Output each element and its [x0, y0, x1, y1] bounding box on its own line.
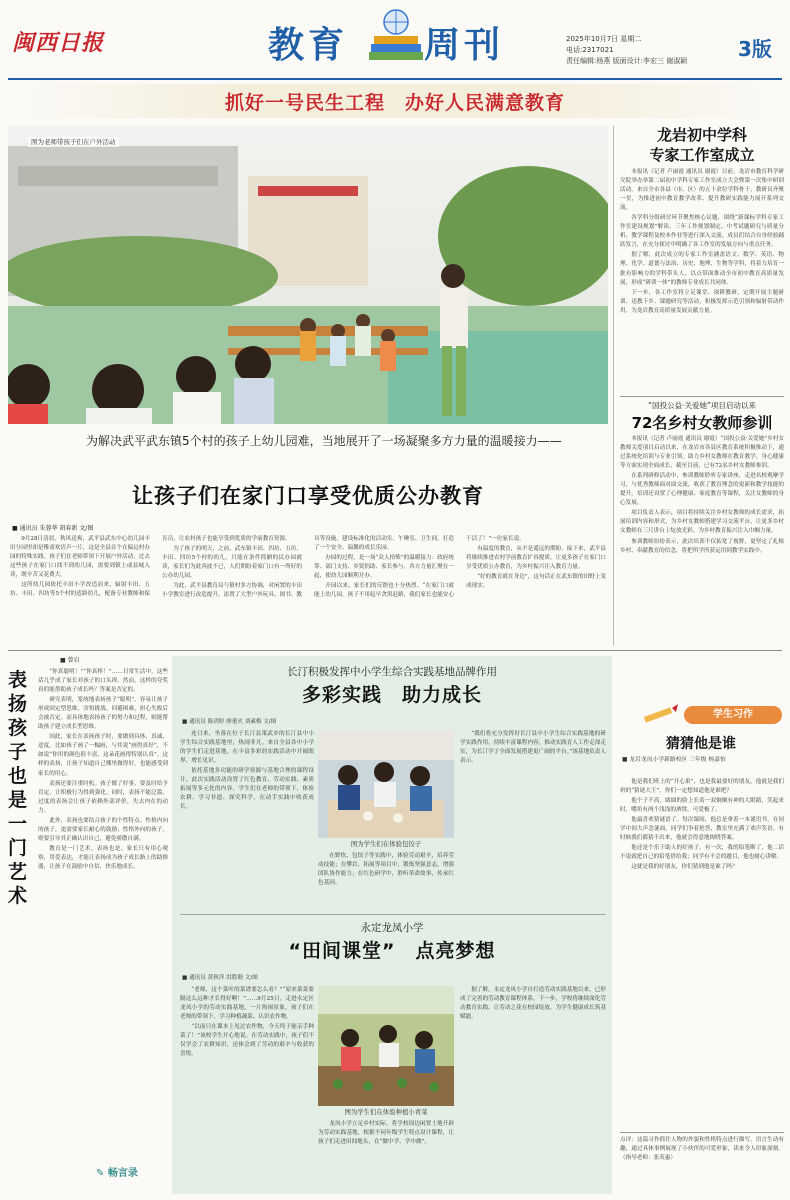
student-column-label: 学生习作	[713, 709, 753, 720]
commentary-paragraph: 此外，表扬也要结合孩子的个性特点。性格内向的孩子，更需要家长耐心的鼓励；性格外向的孩子，则要引导其正确认识自己，避免骄傲自满。	[38, 817, 168, 842]
lead-headline: 让孩子们在家门口享受优质公办教育	[132, 484, 484, 508]
lead-paragraph: 为此，武平县教育局与镇村多方协调，对闲置的丰田小学教室进行改造提升，添置了大型户外玩具、图书、教具等设施，建设标准化的活动室、午睡室、卫生间，打造了一个安全、温馨的成长乐园。	[162, 536, 454, 599]
changting-paragraph: 依托基地多功能的研学资源与基地合理的课程设计，此次实践活动设置了红色教育、劳动实践、素质拓展等多元化的内容。学生们在老师的带领下，体验农耕、学习非遗、探究科学，在动手实践中收获成长。	[180, 768, 314, 811]
commentary-paragraph: 教育是一门艺术，表扬也是。家长只有用心观察，用爱表达，才能让表扬成为孩子成长路上的助推器，让孩子在鼓励中自信、快乐地成长。	[38, 845, 168, 870]
banner-slogan: 抓好一号民生工程 办好人民满意教育	[224, 92, 565, 114]
longyan-paragraph: 据了解，此次成立的专家工作室涵盖语文、数学、英语、物理、化学、道德与法治、历史、地理、生物等学科，将着力培育一批有影响力的学科带头人，以点带面推动全市初中教育高质量发展，形成“研训一体”的教师专业成长共同体。	[620, 252, 784, 286]
student-body	[620, 778, 784, 1090]
lead-paragraph: 为了孩子的明天，之前，武东镇丰田、四坊、五坊、丰田、四坊5个村的幼儿，只能在条件简陋的民办园就读，家长们为此奔波不已，人们期盼着家门口有一所好的公办幼儿园。	[162, 546, 302, 580]
planting-activity-image	[318, 986, 454, 1106]
yongding-paragraph: “以前只在课本上见过农作物，今天终于能亲手种菜了！”该校学生开心地说。在劳动实践中，孩子们不仅学会了农耕知识，还体会到了劳动的艰辛与收获的喜悦。	[180, 1024, 314, 1058]
longyan-paragraph: 本报讯（记者 卢丽霞 通讯员 谢霞）日前，龙岩市教育科学研究院举办举第二届初中学科专家工作室成立大会暨第一次集中研训活动。来自全市各县（市、区）的五十余位学科骨干、教研员齐聚一堂，为推进初中教育教学改革、提升教研实践能力展开系列交流。	[620, 169, 784, 212]
lead-photo-caption: 图为老师带孩子们在户外活动	[28, 137, 119, 147]
changting-body-3	[460, 730, 606, 908]
lead-paragraph: “好的教育就在身边”，这句话正在武东镇的田野上变成现实。	[466, 574, 606, 590]
books-globe-icon	[365, 6, 427, 62]
student-headline: 猜猜他是谁	[666, 736, 736, 752]
changting-kicker: 长汀积极发挥中小学生综合实践基地品牌作用	[287, 666, 497, 678]
yongding-kicker: 永定龙凤小学	[360, 922, 424, 934]
yongding-paragraph: 龙凤小学立足乡村实际，将学校周边闲置土地开辟为劳动实践基地，根据不同年级学生特点设计课程，让孩子们走进田间地头，在“做中学、学中做”。	[318, 1121, 454, 1146]
dumpling-activity-image	[318, 730, 454, 838]
commentary-body	[38, 668, 168, 1156]
student-paragraph: 这就是我的好朋友，你们猜到他是谁了吗？	[631, 864, 738, 871]
right-column-divider	[613, 126, 614, 646]
commentary-headline: 表扬孩子也是一门艺术	[8, 669, 28, 907]
yongding-photo	[318, 986, 454, 1106]
student-paragraph: 他是我们班上的“开心果”，也是我最要好的朋友，他就是我们班的“猜谜大王”。你们一定想知道他是谁吧？	[620, 779, 784, 795]
designer: 版面设计:李宏三	[612, 57, 664, 65]
yongding-body-3	[460, 986, 606, 1190]
commentary-column: ■ 曾岩	[60, 657, 80, 664]
masthead	[0, 0, 790, 78]
changting-photo	[318, 730, 454, 838]
guoxiao-paragraph: 项目负责人表示，项目将持续关注乡村女教师的成长需求，拓展培训内容和形式，为乡村女教师搭建学习交流平台，让更多乡村女教师在三尺讲台上绽放光彩，为乡村教育振兴注入巾帼力量。	[620, 510, 784, 535]
editor: 责任编辑:杨燕	[566, 57, 611, 65]
guoxiao-kicker: “国投公益·关爱她”项目启动以来	[648, 401, 756, 410]
lead-byline: ■ 通讯员 朱蓉华 胡春新 文/图	[12, 525, 94, 532]
kindergarten-scene-image	[8, 126, 608, 424]
commentary-footer	[96, 1166, 138, 1182]
commentary-footer-label: 畅言录	[107, 1168, 138, 1179]
guoxiao-headline: 72名乡村女教师参训	[631, 414, 773, 432]
student-paragraph: 他最喜欢猜谜语了。每次课间，他总是拿着一本谜语书，在同学中间大声念谜面，同学们争着抢答，教室里充满了欢声笑语。有时候我们都猜不出来，他就会得意地揭晓答案。	[620, 817, 784, 842]
student-paragraph: 他个子不高，圆圆的脸上长着一双炯炯有神的大眼睛，笑起来时，嘴角有两个浅浅的酒窝，可爱极了。	[620, 798, 784, 814]
yongding-body-2	[318, 1120, 454, 1190]
student-byline: ■ 龙岩龙凤小学新路校区 三年级 杨嘉怡	[622, 757, 726, 763]
commentary-paragraph: 表扬还要注重时机。孩子做了好事，要及时给予肯定，让积极行为得到强化。同时，表扬不能泛滥，过度的表扬会让孩子依赖外部评价，失去内在的动力。	[38, 780, 168, 814]
issue-date: 2025年10月7日	[566, 35, 619, 43]
commentary-paragraph: “你真聪明！”“你真棒！”……日常生活中，这些话几乎成了家长对孩子的口头禅。然而，这样的夸奖真的能帮助孩子成长吗？答案是否定的。	[38, 669, 168, 694]
yongding-byline: ■ 通讯员 黄秋萍 洪胜勤 文/图	[182, 975, 258, 981]
changting-paragraph: 在野炊、包饺子等实践中，体验劳动艰辛，培养劳动技能；在攀岩、拓展等项目中，锻炼坚强意志，增强团队协作能力；在红色研学中，聆听革命故事，传承红色基因。	[318, 853, 454, 887]
student-comment: 点评：这篇习作抓住人物的外貌和性格特点进行描写，语言生动有趣，通过具体事例展现了小伙伴的可爱形象，读来令人印象深刻。（指导老师：张英惠）	[620, 1137, 784, 1162]
pencil-icon	[640, 700, 680, 730]
guoxiao-paragraph: 本报讯（记者 卢丽霞 通讯员 谢霞）“国投公益·关爱她”乡村女教师关爱项目启动以来，在龙岩市各县区教育系统积极推动下，通过系统化培训与专业引领，助力乡村女教师在教育教学、身心健康等方面实现全面成长，截至目前，已有72名乡村女教师参训。	[620, 436, 784, 470]
masthead-meta	[566, 34, 746, 67]
edition-number: 3版	[738, 37, 772, 61]
changting-byline: ■ 通讯员 陈玥婷 廖董火 刘素梅 文/图	[182, 719, 277, 725]
phone: 电话:2317021	[566, 46, 614, 54]
student-comment-rule	[620, 1132, 784, 1133]
yongding-body-1	[180, 986, 314, 1190]
leaf-icon: ✎	[96, 1168, 105, 1179]
lead-paragraph: 开园以来，家长们的反馈也十分热烈。“在家门口就能上幼儿园，孩子不用起早贪黑赶路，我们家长也能安心干活了！”一位家长说。	[314, 536, 525, 599]
section-rule	[8, 650, 782, 651]
changting-paragraph: 连日来，坐落在位于长汀县策武乡的长汀县中小学生综合实践基地里，热闹非凡。来自全县各中小学的学生们走进基地，在丰富多彩的实践活动中开阔眼界、增长见识。	[180, 731, 314, 765]
panel-rule	[180, 914, 606, 915]
changting-body-1	[180, 730, 314, 908]
masthead-logo: 闽西日报	[12, 30, 105, 56]
student-column-tag	[684, 706, 782, 724]
changting-paragraph: “我们将充分发挥好长汀县中小学生综合实践基地的研学实践作用，持续丰富课程内容，推动实践育人工作走深走实，为长汀学子全面发展搭建更广阔的平台。”该基地负责人表示。	[460, 731, 606, 765]
changting-photo-caption: 图为学生们在体验包饺子	[350, 840, 422, 848]
commentary-paragraph: 研究表明，笼统地表扬孩子“聪明”，容易让孩子形成固定型思维，害怕挑战、回避困难，担心失败后会被否定。而具体地表扬孩子的努力和过程，则能帮助孩子建立成长型思维。	[38, 697, 168, 731]
masthead-week: 周刊	[424, 24, 505, 66]
right-rule	[620, 396, 784, 397]
lead-photo	[8, 126, 608, 424]
longyan-paragraph: 各学科分组研讨环节聚焦核心议题，围绕“新课标学科专家工作室建设规划”解读、三年工作规划制定、中考试题研究与质量分析、教学课程及校本作业等进行深入交流。成员们结合自身经验踊跃发言，在充分探讨中明确了各工作室的发展方向与重点任务。	[620, 215, 784, 249]
lead-paragraph: 有温度的教育，从不是遥远的期盼。接下来，武平县将继续推进农村学前教育扩容提质，让更多孩子在家门口享受优质公办教育，为乡村振兴注入教育力量。	[466, 546, 606, 571]
changting-headline: 多彩实践 助力成长	[301, 684, 482, 706]
masthead-rule	[8, 78, 782, 80]
longyan-headline-1: 龙岩初中学科	[656, 126, 747, 144]
guoxiao-paragraph: 参训教师纷纷表示，此次培训不仅拓宽了视野，更坚定了扎根乡村、奉献教育的信念，将把所学所获运用到教学实践中。	[620, 538, 784, 554]
changting-body-2	[318, 852, 454, 908]
issue-weekday: 星期二	[620, 35, 642, 43]
yongding-headline: “田间课堂” 点亮梦想	[288, 940, 496, 962]
longyan-paragraph: 下一步，各工作室将立足课堂、深耕教研，定期开展主题研训、送教下乡、课题研究等活动，积极发挥示范引领和辐射带动作用，为龙岩教育高质量发展贡献力量。	[620, 289, 784, 314]
lead-paragraph: 这所幼儿园依托丰田小学改造而来，辐射丰田、五坊、丰田、四坊等5个村的适龄幼儿，配备专业教师和保育员，让农村孩子也能享受到优质的学前教育资源。	[10, 536, 291, 598]
lead-paragraph: 办园的过程，是一场“众人拾柴”的温暖接力：政府统筹、部门支持、乡贤捐助、家长参与，各方力量汇聚在一起，使幼儿园顺利开办。	[314, 555, 454, 580]
longyan-body	[620, 168, 784, 392]
lead-body	[10, 535, 606, 647]
lead-deck: 为解决武平武东镇5个村的孩子上幼儿园难，当地展开了一场凝聚多方力量的温暖接力——	[86, 434, 562, 448]
yongding-paragraph: 据了解，永定龙凤小学自打造劳动实践基地以来，已形成了完善的劳动教育课程体系。下一步，学校将继续深化劳动教育实践，让劳动之花在校园绽放，为学生健康成长筑基赋能。	[460, 987, 606, 1021]
masthead-edu: 教育	[268, 24, 349, 66]
guoxiao-body	[620, 435, 784, 645]
lead-paragraph: 9月28日清晨，秋风送爽，武平县武东中心幼儿园丰田分园里却是稚童欢语声一片，这是全县首个在偏远村办园的特殊实践。孩子们在老师带领下开展户外活动，过去这些孩子在家门口找不到幼儿园，需要到镇上或县城入读，既辛苦又花费大。	[10, 536, 150, 579]
longyan-headline-2: 专家工作室成立	[649, 146, 755, 164]
yongding-paragraph: “老师，这个菜叶的菜谱要怎么看？”“原来菜菜要隔这么远种才长得好啊！”……9月25日，走进永定区龙凤小学的劳动实践基地，一片热闹景象，孩子们在老师的带领下，学习种植蔬菜、认识农作物。	[180, 987, 314, 1021]
yongding-photo-caption: 图为学生们在体验种植小青菜	[344, 1108, 428, 1116]
proofreader: 谢淑颖	[666, 57, 688, 65]
student-paragraph: 他还是个乐于助人的好孩子。有一次，我的铅笔断了，他二话不说就把自己的铅笔借给我；同学有不会的题目，他也耐心讲解。	[620, 845, 784, 861]
guoxiao-paragraph: 在系列研修活动中，参训教师聆听专家讲座，走进名校观摩学习，与优秀教师面对面交流，收获了教育理念的更新和教学技能的提升。培训还设置了心理健康、家庭教育等课程，关注女教师的身心发展。	[620, 473, 784, 507]
commentary-paragraph: 因此，家长在表扬孩子时，要做到具体、真诚、适度。比如孩子画了一幅画，与其说“画得真好”，不如说“你用的颜色很丰富，这朵花画得特别认真”。这样的表扬，让孩子知道自己哪里做得好，也能感受到家长的用心。	[38, 734, 168, 777]
banner	[8, 84, 782, 118]
